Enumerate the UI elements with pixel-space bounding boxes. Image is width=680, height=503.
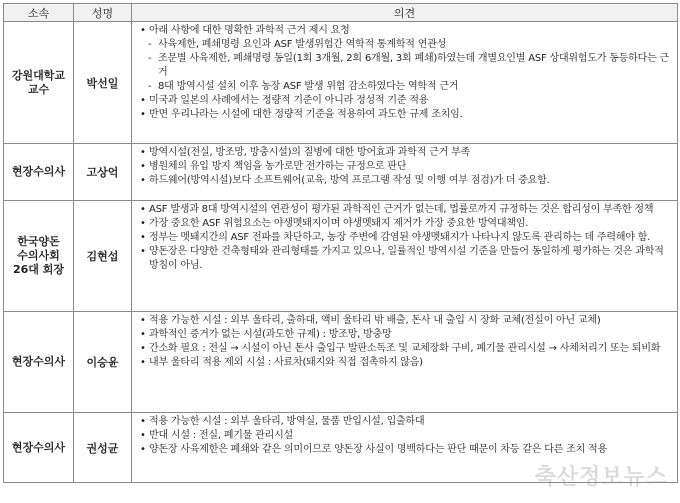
affiliation-cell: 강원대학교 교수 bbox=[4, 22, 74, 144]
header-name: 성명 bbox=[74, 4, 132, 22]
bullet-item: • 양돈장 사육제한은 폐쇄와 같은 의미이므로 양돈장 사실이 명백하다는 판단 때문이 차등 같은 다른 조치 적용 bbox=[136, 443, 673, 457]
name-cell: 이승윤 bbox=[74, 312, 132, 413]
bullet-item: • 적용 가능한 시설 : 외부 울타리, 출하대, 액비 울타리 밖 배출, 돈사 내 출입 시 장화 교체(전실이 아닌 교체) bbox=[136, 314, 673, 328]
bullet-item: • 반대 시설 : 전실, 폐기물 관리시설 bbox=[136, 429, 673, 443]
table-row bbox=[4, 144, 678, 201]
name-cell: 박선일 bbox=[74, 22, 132, 144]
opinion-cell bbox=[132, 312, 678, 413]
bullet-item: • 병원체의 유입 방지 책임을 농가로만 전가하는 규정으로 판단 bbox=[136, 160, 673, 174]
bullet-item: • 가장 중요한 ASF 위험요소는 야생멧돼지이며 야생멧돼지 제거가 가장 중요한 방역대책임. bbox=[136, 217, 673, 231]
bullet-item: • 아래 사항에 대한 명확한 과학적 근거 제시 요청 bbox=[136, 24, 673, 38]
sub-item: - 8대 방역시설 설치 이후 농장 ASF 발생 위험 감소하였다는 역학적 근거 bbox=[136, 80, 673, 94]
table-row bbox=[4, 201, 678, 312]
opinion-table bbox=[3, 3, 678, 483]
affiliation-cell: 현장수의사 bbox=[4, 312, 74, 413]
bullet-item: • 정부는 멧돼지간의 ASF 전파를 차단하고, 농장 주변에 감염된 야생멧돼지가 나타나지 않도록 관리하는 데 주력해야 함. bbox=[136, 231, 673, 245]
header-row bbox=[4, 4, 678, 22]
sub-item: - 조문별 사육제한, 폐쇄명령 동일(1회 3개월, 2회 6개월, 3회 폐쇄)하였는데 개별요인별 ASF 상대위험도가 동등하다는 근거 bbox=[136, 52, 673, 80]
bullet-item: • 양돈장은 다양한 건축형태와 관리형태를 가지고 있으나, 일률적인 방역시설 기준을 만들어 동일하게 평가하는 것은 과학적 방침이 아님. bbox=[136, 245, 673, 273]
header-affiliation: 소속 bbox=[4, 4, 74, 22]
affiliation-cell: 현장수의사 bbox=[4, 413, 74, 483]
bullet-item: • 미국과 일본의 사례에서는 정량적 기준이 아니라 정성적 기준 적용 bbox=[136, 94, 673, 108]
bullet-item: • 하드웨어(방역시설)보다 소프트웨어(교육, 방역 프로그램 작성 및 이행 여부 점검)가 더 중요함. bbox=[136, 174, 673, 188]
name-cell: 고상억 bbox=[74, 144, 132, 201]
sub-item: - 사육제한, 폐쇄명령 요인과 ASF 발생위험간 역학적 통계학적 연관성 bbox=[136, 38, 673, 52]
header-opinion: 의견 bbox=[132, 4, 678, 22]
bullet-item: • 방역시설(전실, 방조망, 방충시설)의 질병에 대한 방어효과 과학적 근거 부족 bbox=[136, 146, 673, 160]
bullet-item: • 내부 울타리 적용 제외 시설 : 사료차(돼지와 직접 접촉하지 않음) bbox=[136, 356, 673, 370]
name-cell: 권성균 bbox=[74, 413, 132, 483]
table-row bbox=[4, 22, 678, 144]
bullet-item: • 반면 우리나라는 시설에 대한 정량적 기준을 적용하여 과도한 규제 조치임. bbox=[136, 108, 673, 122]
affiliation-cell: 현장수의사 bbox=[4, 144, 74, 201]
bullet-item: • 과학적인 증거가 없는 시설(과도한 규제) : 방조망, 방충망 bbox=[136, 328, 673, 342]
opinion-cell bbox=[132, 22, 678, 144]
table-row bbox=[4, 312, 678, 413]
name-cell: 김현섭 bbox=[74, 201, 132, 312]
opinion-cell bbox=[132, 201, 678, 312]
bullet-item: • 적용 가능한 시설 : 외부 울타리, 방역실, 물품 반입시설, 입출하대 bbox=[136, 415, 673, 429]
watermark: 축산정보뉴스 bbox=[534, 465, 668, 490]
bullet-item: • ASF 발생과 8대 방역시설의 연관성이 평가된 과학적인 근거가 없는데, 법률로까지 규정하는 것은 합리성이 부족한 정책 bbox=[136, 203, 673, 217]
affiliation-cell: 한국양돈 수의사회 26대 회장 bbox=[4, 201, 74, 312]
bullet-item: • 간소화 필요 : 전실 → 시설이 아닌 돈사 출입구 발판소독조 및 교체장화 구비, 폐기물 관리시설 → 사체처리기 또는 퇴비화 bbox=[136, 342, 673, 356]
opinion-cell bbox=[132, 144, 678, 201]
